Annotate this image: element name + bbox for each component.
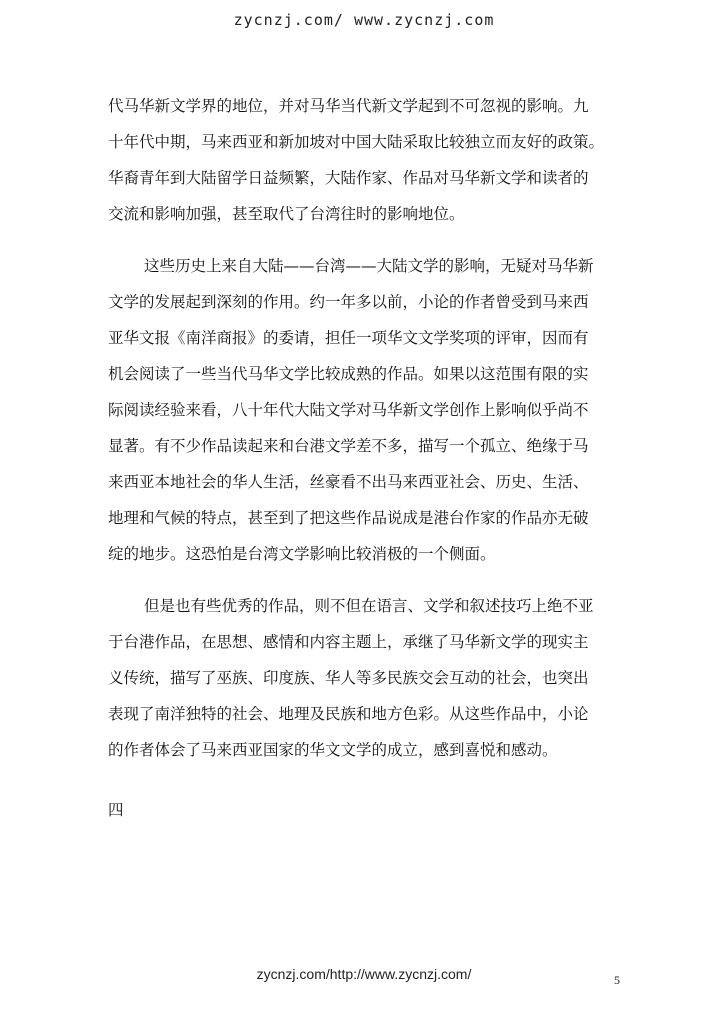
text-line: 十年代中期，马来西亚和新加坡对中国大陆采取比较独立而友好的政策。 <box>108 133 605 151</box>
text-line: 亚华文报《南洋商报》的委请，担任一项华文文学奖项的评审，因而有 <box>108 329 589 347</box>
text-line: 义传统，描写了巫族、印度族、华人等多民族交会互动的社会，也突出 <box>108 669 589 687</box>
text-line: 绽的地步。这恐怕是台湾文学影响比较消极的一个侧面。 <box>108 545 496 563</box>
text-line: 这些历史上来自大陆——台湾——大陆文学的影响，无疑对马华新 <box>144 257 594 275</box>
paragraph-gap <box>108 572 628 588</box>
text-line: 机会阅读了一些当代马华文学比较成熟的作品。如果以这范围有限的实 <box>108 365 589 383</box>
text-line: 华裔青年到大陆留学日益频繁，大陆作家、作品对马华新文学和读者的 <box>108 169 589 187</box>
text-line: 地理和气候的特点，甚至到了把这些作品说成是港台作家的作品亦无破 <box>108 509 589 527</box>
text-line: 显著。有不少作品读起来和台港文学差不多，描写一个孤立、绝缘于马 <box>108 437 589 455</box>
text-line: 的作者体会了马来西亚国家的华文文学的成立，感到喜悦和感动。 <box>108 741 558 759</box>
paragraph-1 <box>108 88 628 232</box>
document-body <box>108 88 628 828</box>
paragraph-2 <box>108 248 628 572</box>
page-footer: zycnzj.com/http://www.zycnzj.com/ <box>256 966 472 982</box>
text-line: 文学的发展起到深刻的作用。约一年多以前，小论的作者曾受到马来西 <box>108 293 589 311</box>
paragraph-gap <box>108 768 628 784</box>
text-line: 于台港作品，在思想、感情和内容主题上，承继了马华新文学的现实主 <box>108 633 589 651</box>
section-number: 四 <box>108 801 124 819</box>
paragraph-3 <box>108 588 628 768</box>
text-line: 际阅读经验来看，八十年代大陆文学对马华新文学创作上影响似乎尚不 <box>108 401 589 419</box>
text-line: 代马华新文学界的地位，并对马华当代新文学起到不可忽视的影响。九 <box>108 97 589 115</box>
text-line: 表现了南洋独特的社会、地理及民族和地方色彩。从这些作品中，小论 <box>108 705 589 723</box>
text-line: 交流和影响加强，甚至取代了台湾往时的影响地位。 <box>108 205 465 223</box>
page-header: zycnzj.com/ www.zycnzj.com <box>233 11 495 29</box>
paragraph-gap <box>108 232 628 248</box>
text-line: 但是也有些优秀的作品，则不但在语言、文学和叙述技巧上绝不亚 <box>144 597 594 615</box>
page-number: 5 <box>614 973 620 987</box>
text-line: 来西亚本地社会的华人生活，丝豪看不出马来西亚社会、历史、生活、 <box>108 473 589 491</box>
